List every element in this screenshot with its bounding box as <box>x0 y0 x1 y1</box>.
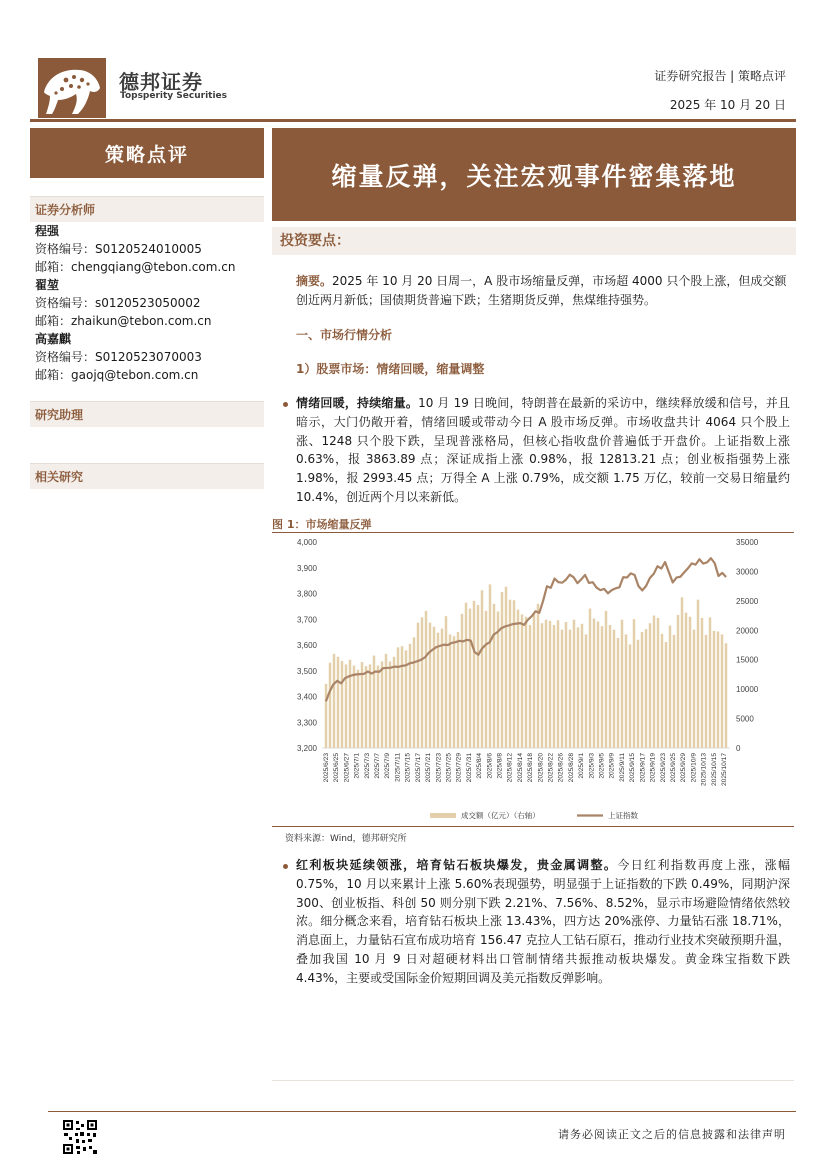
analyst-name: 翟堃 <box>35 278 60 292</box>
turnover-bar <box>649 623 651 748</box>
turnover-bar <box>413 637 415 748</box>
x-axis-tick-label: 2025/9/17 <box>639 753 647 783</box>
brand-name-cn: 德邦证券 <box>119 70 203 94</box>
x-axis-tick-label: 2025/8/12 <box>506 753 514 783</box>
turnover-bar <box>381 661 383 748</box>
investment-heading: 投资要点： <box>272 227 796 255</box>
turnover-bar <box>421 617 423 748</box>
turnover-bar <box>333 654 335 748</box>
turnover-bar <box>581 624 583 748</box>
x-axis-tick-label: 2025/8/20 <box>537 753 545 783</box>
turnover-bar <box>617 638 619 748</box>
report-date: 2025 年 10 月 20 日 <box>669 98 786 112</box>
turnover-bar <box>713 631 715 748</box>
x-axis-tick-label: 2025/10/15 <box>710 753 718 787</box>
x-axis-tick-label: 2025/9/23 <box>659 753 667 783</box>
left-axis-tick-label: 3,700 <box>296 615 317 625</box>
turnover-bar <box>561 630 563 748</box>
turnover-bar <box>593 619 595 748</box>
turnover-bar <box>557 620 559 748</box>
x-axis-tick-label: 2025/7/31 <box>465 753 473 783</box>
turnover-bar <box>645 629 647 748</box>
right-axis-tick-label: 20000 <box>736 626 759 636</box>
turnover-bar <box>513 600 515 748</box>
market-chart <box>272 534 794 826</box>
turnover-bar <box>525 617 527 748</box>
section-heading: 一、市场行情分析 <box>296 328 393 342</box>
turnover-bar <box>437 633 439 748</box>
x-axis-tick-label: 2025/10/13 <box>700 753 708 787</box>
turnover-bar <box>353 666 355 748</box>
turnover-bar <box>541 623 543 748</box>
turnover-bar <box>417 623 419 748</box>
x-axis-tick-label: 2025/7/7 <box>374 753 382 779</box>
left-axis-tick-label: 4,000 <box>296 538 317 547</box>
left-axis-tick-label: 3,400 <box>296 692 317 702</box>
x-axis-tick-label: 2025/9/1 <box>578 753 586 779</box>
turnover-bar <box>473 601 475 748</box>
x-axis-tick-label: 2025/8/14 <box>516 753 524 783</box>
legend-label-index: 上证指数 <box>608 811 638 820</box>
left-axis-tick-label: 3,300 <box>296 718 317 728</box>
turnover-bar <box>429 623 431 748</box>
turnover-bar <box>433 627 435 748</box>
turnover-bar <box>721 634 723 748</box>
bullet-text: 10 月 19 日晚间，特朗普在最新的采访中，继续释放缓和信号，并且暗示，大门仍敞开着，情绪回暖或带动今日 A 股市场反弹。市场收盘共计 4064 只个股上涨、1248 只个股下跌，呈现普涨格局，但核心指收盘价普遍低于开盘价。上证指数上涨 0.63%，报 3863.89 点；深证成指上涨 0.98%，报 12813.21 点；创业板指强势上涨 1.98%，报 2993.45 点；万得全 A 上涨 0.79%，成交额 1.75 万亿，较前一交易日缩量约 10.4%，创近两个月以来新低。 <box>296 396 790 504</box>
turnover-bar <box>373 656 375 748</box>
figure-top-rule <box>272 532 794 533</box>
turnover-bar <box>669 626 671 748</box>
turnover-bar <box>509 600 511 748</box>
x-axis-tick-label: 2025/7/11 <box>394 753 402 782</box>
turnover-bar <box>685 613 687 748</box>
turnover-bar <box>621 620 623 748</box>
analyst-name: 程强 <box>35 224 60 238</box>
turnover-bar <box>449 634 451 748</box>
turnover-bar <box>349 660 351 748</box>
summary-paragraph <box>296 272 790 310</box>
turnover-bar <box>641 632 643 748</box>
turnover-bar <box>653 616 655 748</box>
turnover-bar <box>701 618 703 748</box>
turnover-bar <box>533 613 535 748</box>
x-axis-tick-label: 2025/7/15 <box>404 753 412 783</box>
assistant-heading: 研究助理 <box>30 401 264 427</box>
figure-title: 图 1：市场缩量反弹 <box>272 518 372 531</box>
x-axis-tick-label: 2025/7/25 <box>445 753 453 783</box>
analyst-cert: 资格编号：S0120524010005 <box>35 242 202 256</box>
left-axis-tick-label: 3,800 <box>296 589 317 599</box>
turnover-bar <box>325 684 327 748</box>
x-axis-tick-label: 2025/8/22 <box>547 753 555 783</box>
turnover-bar <box>637 640 639 748</box>
x-axis-tick-label: 2025/7/21 <box>425 753 433 783</box>
right-axis-tick-label: 35000 <box>736 538 759 547</box>
left-axis-tick-label: 3,900 <box>296 563 317 573</box>
x-axis-tick-label: 2025/9/29 <box>680 753 688 783</box>
bullet-paragraph <box>296 394 790 507</box>
turnover-bar <box>553 625 555 748</box>
turnover-bar <box>657 618 659 748</box>
turnover-bar <box>357 670 359 748</box>
content-bottom-rule <box>272 1080 794 1081</box>
legend-swatch-turnover <box>430 813 456 818</box>
turnover-bar <box>565 622 567 748</box>
turnover-bar <box>677 615 679 748</box>
bullet-dot <box>283 402 288 407</box>
turnover-bar <box>517 610 519 748</box>
right-axis-tick-label: 5000 <box>736 714 754 724</box>
turnover-bar <box>341 661 343 748</box>
turnover-bar <box>477 605 479 748</box>
turnover-bar <box>549 621 551 748</box>
analyst-email[interactable]: 邮箱：gaojq@tebon.com.cn <box>35 368 199 382</box>
x-axis-tick-label: 2025/9/19 <box>649 753 657 783</box>
turnover-bar <box>609 625 611 748</box>
turnover-bar <box>465 603 467 748</box>
turnover-bar <box>545 620 547 748</box>
turnover-bar <box>489 584 491 748</box>
analyst-name: 高嘉麒 <box>35 332 72 346</box>
turnover-bar <box>529 625 531 748</box>
turnover-bar <box>597 621 599 748</box>
brand-name-en: Topsperity Securities <box>120 91 227 101</box>
turnover-bar <box>577 627 579 748</box>
analyst-cert: 资格编号：S0120523070003 <box>35 350 202 364</box>
turnover-bar <box>633 619 635 748</box>
turnover-bar <box>573 620 575 748</box>
x-axis-tick-label: 2025/7/3 <box>363 753 371 779</box>
turnover-bar <box>505 587 507 748</box>
turnover-bar <box>337 657 339 748</box>
right-axis-tick-label: 15000 <box>736 655 759 665</box>
footer-divider <box>48 1111 796 1112</box>
x-axis-tick-label: 2025/6/25 <box>333 753 341 783</box>
bullet-dot <box>283 864 288 869</box>
left-axis-tick-label: 3,200 <box>296 744 317 753</box>
turnover-bar <box>501 592 503 748</box>
analyst-email[interactable]: 邮箱：chengqiang@tebon.com.cn <box>35 260 236 274</box>
turnover-bar <box>393 657 395 748</box>
turnover-bar <box>537 604 539 748</box>
x-axis-tick-label: 2025/8/8 <box>496 753 504 779</box>
turnover-bar <box>605 611 607 748</box>
right-axis-tick-label: 30000 <box>736 567 759 577</box>
turnover-bar <box>601 626 603 748</box>
bullet-text: 今日红利指数再度上涨，涨幅 0.75%，10 月以来累计上涨 5.60%表现强势，明显强于上证指数的下跌 0.49%，同期沪深 300、创业板指、科创 50 则分别下跌 2.21%、7.56%、8.52%，显示市场避险情绪依然较浓。细分概念来看，培育钻石板块上涨 13.43%，四方达 20%涨停、力量钻石涨 18.71%，消息面上，力量钻石宣布成功培育 156.47 克拉人工钻石原石，推动行业技术突破预期升温，叠加我国 10 月 9 日对超硬材料出口管制情绪共振推动板块爆发。黄金珠宝指数下跌 4.43%，主要或受国际金价短期回调及美元指数反弹影响。 <box>296 858 790 985</box>
left-axis-tick-label: 3,600 <box>296 641 317 650</box>
turnover-bar <box>673 635 675 748</box>
figure-bottom-rule <box>272 826 794 827</box>
x-axis-tick-label: 2025/8/18 <box>527 753 535 783</box>
x-axis-tick-label: 2025/8/28 <box>567 753 575 783</box>
x-axis-tick-label: 2025/7/29 <box>455 753 463 783</box>
turnover-bar <box>693 630 695 748</box>
turnover-bar <box>705 635 707 748</box>
x-axis-tick-label: 2025/9/5 <box>598 753 606 779</box>
summary-label: 摘要。 <box>296 274 333 288</box>
analyst-email[interactable]: 邮箱：zhaikun@tebon.com.cn <box>35 314 212 328</box>
turnover-bar <box>629 644 631 748</box>
turnover-bar <box>569 630 571 748</box>
bullet-lead: 红利板块延续领涨，培育钻石板块爆发，贵金属调整。 <box>296 858 618 872</box>
turnover-bar <box>697 600 699 748</box>
turnover-bar <box>689 617 691 748</box>
turnover-bar <box>709 617 711 748</box>
turnover-bar <box>461 614 463 748</box>
turnover-bar <box>365 666 367 748</box>
x-axis-tick-label: 2025/7/9 <box>384 753 392 779</box>
analysts-heading: 证券分析师 <box>30 196 264 222</box>
x-axis-tick-label: 2025/8/26 <box>557 753 565 783</box>
x-axis-tick-label: 2025/9/9 <box>608 753 616 779</box>
turnover-bar <box>725 643 727 748</box>
report-type: 证券研究报告 | 策略点评 <box>654 69 786 83</box>
bullet-lead: 情绪回暖，持续缩量。 <box>296 396 419 410</box>
turnover-bar <box>389 661 391 748</box>
right-axis-tick-label: 10000 <box>736 685 759 695</box>
x-axis-tick-label: 2025/9/15 <box>629 753 637 783</box>
x-axis-tick-label: 2025/8/6 <box>486 753 494 779</box>
turnover-bar <box>681 597 683 748</box>
x-axis-tick-label: 2025/6/27 <box>343 753 351 783</box>
legal-disclaimer: 请务必阅读正文之后的信息披露和法律声明 <box>558 1128 786 1141</box>
turnover-bar <box>485 611 487 748</box>
turnover-bar <box>469 609 471 748</box>
header-divider <box>30 119 796 122</box>
right-axis-tick-label: 0 <box>736 744 741 753</box>
x-axis-tick-label: 2025/10/17 <box>721 753 728 787</box>
turnover-bar <box>409 644 411 748</box>
turnover-bar <box>457 632 459 748</box>
summary-text: 2025 年 10 月 20 日周一，A 股市场缩量反弹，市场超 4000 只个股上涨，但成交额创近两月新低；国债期货普遍下跌；生猪期货反弹，焦煤维持强势。 <box>296 274 787 307</box>
x-axis-tick-label: 2025/7/1 <box>353 753 361 779</box>
x-axis-tick-label: 2025/6/23 <box>323 753 330 783</box>
bullet-paragraph <box>296 856 790 988</box>
turnover-bar <box>585 634 587 748</box>
turnover-bar <box>329 663 331 748</box>
turnover-bar <box>397 647 399 748</box>
x-axis-tick-label: 2025/7/23 <box>435 753 443 783</box>
x-axis-tick-label: 2025/7/17 <box>414 753 422 783</box>
report-tag: 策略点评 <box>30 128 264 178</box>
turnover-bar <box>445 616 447 748</box>
x-axis-tick-label: 2025/10/9 <box>690 753 698 783</box>
x-axis-tick-label: 2025/9/25 <box>669 753 677 783</box>
turnover-bar <box>425 611 427 748</box>
right-axis-tick-label: 25000 <box>736 596 759 606</box>
turnover-bar <box>589 609 591 748</box>
x-axis-tick-label: 2025/9/3 <box>588 753 596 779</box>
related-heading: 相关研究 <box>30 463 264 489</box>
figure-source: 资料来源：Wind，德邦研究所 <box>285 834 407 844</box>
turnover-bar <box>661 634 663 748</box>
report-title: 缩量反弹，关注宏观事件密集落地 <box>272 128 796 221</box>
analyst-block <box>35 222 265 384</box>
turnover-bar <box>625 634 627 748</box>
left-axis-tick-label: 3,500 <box>296 666 317 676</box>
turnover-bar <box>613 630 615 748</box>
turnover-bar <box>481 590 483 748</box>
turnover-bar <box>493 604 495 748</box>
qr-code-icon[interactable] <box>62 1119 98 1155</box>
turnover-bar <box>453 636 455 748</box>
turnover-bar <box>369 664 371 748</box>
x-axis-tick-label: 2025/9/11 <box>618 753 626 782</box>
tebon-logo <box>38 58 106 118</box>
turnover-bar <box>665 642 667 748</box>
legend-label-turnover: 成交额（亿元）（右轴） <box>461 811 540 820</box>
analyst-cert: 资格编号：s0120523050002 <box>35 296 201 310</box>
turnover-bar <box>521 614 523 748</box>
turnover-bar <box>377 666 379 748</box>
subsection-heading: 1）股票市场：情绪回暖，缩量调整 <box>296 362 485 376</box>
turnover-bar <box>717 631 719 748</box>
turnover-bar <box>401 646 403 748</box>
x-axis-tick-label: 2025/8/4 <box>476 753 484 779</box>
